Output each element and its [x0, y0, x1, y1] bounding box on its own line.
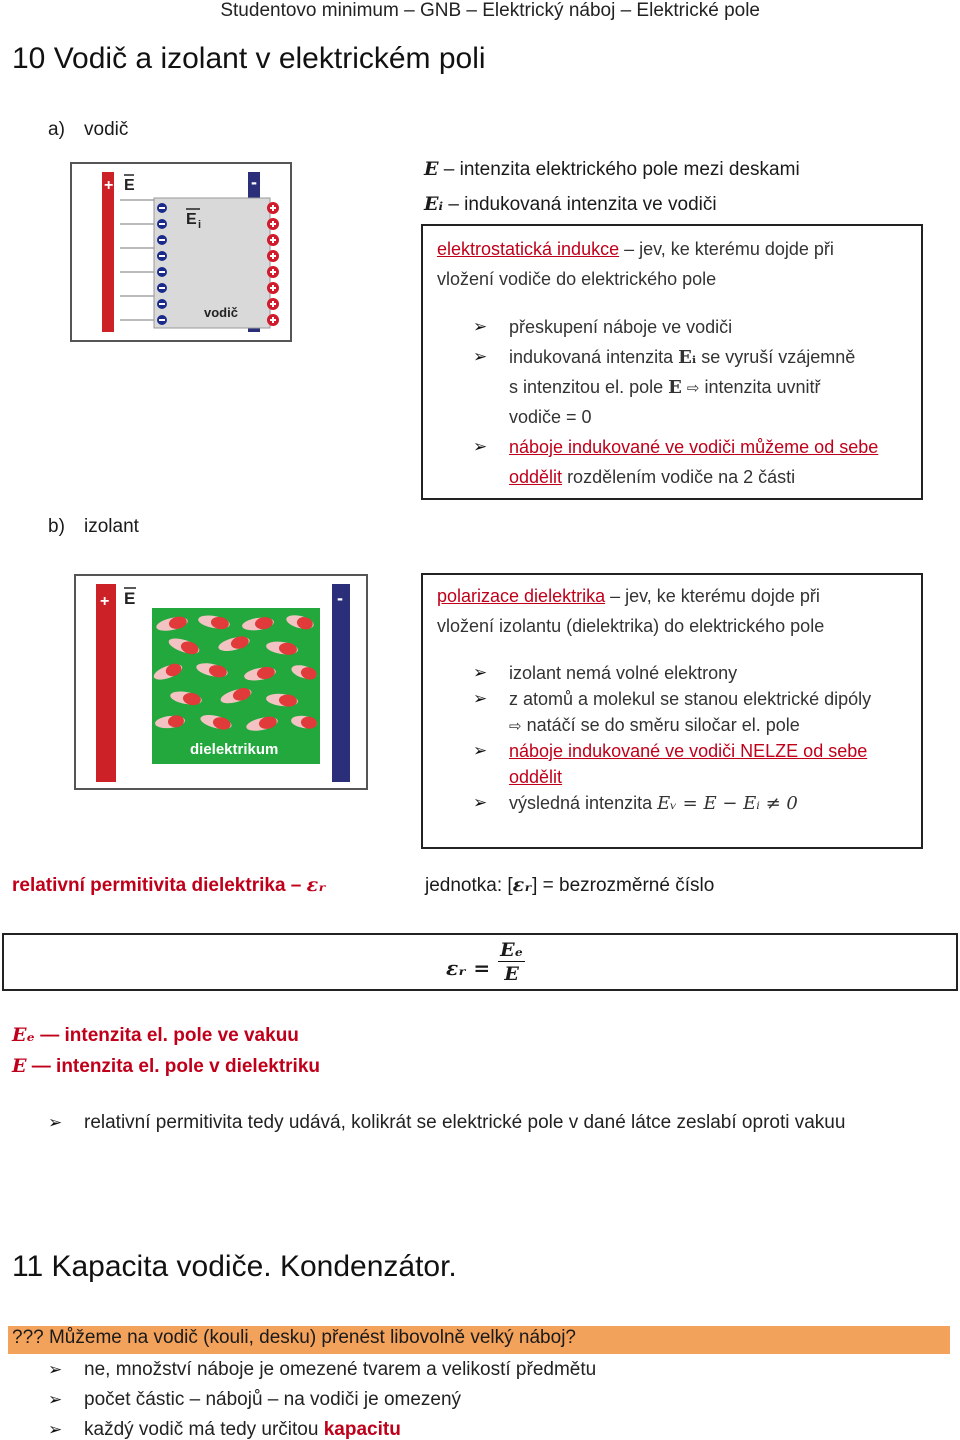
unit-symbol: εᵣ: [512, 874, 533, 896]
permittivity-note: ➢ relativní permitivita tedy udává, kolikrát se elektrické pole v dané látce zeslabí oproti vakuu: [48, 1108, 960, 1138]
def-vacuum: Eₑ — intenzita el. pole ve vakuu: [12, 1024, 299, 1046]
bullet-2-text-a: indukovaná intenzita: [509, 347, 674, 367]
unit-text-a: jednotka: [: [425, 875, 513, 896]
legend-item-ei: [424, 187, 800, 222]
e-symbol: E: [424, 158, 439, 180]
capacity-bullet-2: ➢ počet částic – nábojů – na vodiči je omezený: [48, 1385, 596, 1415]
section-title-10: 10 Vodič a izolant v elektrickém poli: [12, 42, 486, 75]
e-label: E: [124, 177, 135, 194]
conductor-bullet-2-cont: [509, 372, 821, 403]
insulator-bullet-3-cont: [509, 764, 562, 790]
negative-plate: [332, 584, 350, 782]
question-text: ??? Můžeme na vodič (kouli, desku) přenést libovolně velký náboj?: [12, 1327, 576, 1348]
bullet-3-red-1: náboje indukované ve vodiči můžeme od sebe: [509, 437, 879, 457]
def-dielectric: E — intenzita el. pole v dielektriku: [12, 1055, 321, 1077]
capacity-bullet-3-text: každý vodič má tedy určitou: [84, 1419, 319, 1440]
insulator-bullet-3: [473, 738, 867, 764]
e-label: E: [124, 589, 136, 608]
positive-plate: [102, 172, 114, 332]
capacity-bullet-3: [48, 1415, 596, 1440]
conductor-body-label: vodič: [204, 305, 238, 320]
insulator-figure: [74, 574, 368, 790]
implies-arrow-icon: ⇨: [686, 379, 700, 397]
insulator-diagram: [76, 576, 366, 788]
implies-arrow-icon: ⇨: [509, 717, 522, 735]
capacity-term: kapacitu: [323, 1419, 401, 1440]
minus-sign: -: [337, 588, 343, 608]
positive-plate: [96, 584, 116, 782]
polarization-def-1: – jev, ke kterému dojde při: [610, 586, 820, 606]
formula-fraction: [498, 939, 525, 986]
formula-denominator: E: [504, 963, 519, 985]
conductor-bullet-2-end: vodiče = 0: [509, 407, 592, 427]
bullet-3-rest: rozdělením vodiče na 2 části: [567, 467, 796, 487]
bullet-2-text-d: intenzita uvnitř: [704, 377, 821, 397]
def-vacuum-text: intenzita el. pole ve vakuu: [64, 1025, 299, 1046]
plus-sign: +: [104, 177, 114, 194]
permittivity-formula: [446, 939, 525, 986]
bullet-2-cont-text: natáčí se do směru siločar el. pole: [526, 715, 800, 735]
e-symbol-inline: E: [668, 377, 682, 398]
insulator-bullet-1: ➢ izolant nemá volné elektrony: [473, 660, 737, 686]
def-dielectric-symbol: E: [12, 1055, 27, 1077]
plus-sign: +: [100, 593, 110, 610]
conductor-legend: [424, 152, 800, 222]
insulator-bullet-3-red-1: náboje indukované ve vodiči NELZE od sebe: [509, 741, 868, 761]
ei-label: E: [186, 211, 197, 228]
insulator-bullet-4: [473, 790, 798, 817]
item-text-izolant: izolant: [84, 516, 139, 537]
formula-numerator: Eₑ: [500, 939, 524, 961]
permittivity-label-text: relativní permitivita dielektrika –: [12, 875, 302, 896]
insulator-bullet-3-red-2: oddělit: [509, 767, 563, 787]
permittivity-unit: [425, 874, 714, 897]
item-text-vodic: vodič: [84, 119, 129, 140]
bullet-3-red-2: oddělit: [509, 467, 563, 487]
permittivity-label: [12, 874, 326, 897]
induction-def-2: vložení vodiče do elektrického pole: [437, 269, 717, 289]
insulator-bullet-2: ➢ z atomů a molekul se stanou elektrické dipóly: [473, 686, 871, 712]
conductor-diagram: [72, 164, 290, 340]
insulator-info-box: [421, 573, 923, 849]
permittivity-symbol: εᵣ: [306, 874, 327, 896]
formula-box: [2, 933, 958, 991]
conductor-bullet-2: [473, 342, 855, 373]
unit-text-b: ] = bezrozměrné číslo: [532, 875, 715, 896]
conductor-bullet-1: ➢ přeskupení náboje ve vodiči: [473, 312, 732, 342]
polarization-definition: [437, 581, 820, 611]
induction-def-1: – jev, ke kterému dojde při: [624, 239, 834, 259]
section-title-11: 11 Kapacita vodiče. Kondenzátor.: [12, 1250, 457, 1283]
running-header: Studentovo minimum – GNB – Elektrický náboj – Elektrické pole: [220, 0, 760, 21]
question-highlight: [8, 1326, 950, 1354]
intensity-definitions: [12, 1020, 320, 1082]
bullet-2-text-c: s intenzitou el. pole: [509, 377, 664, 397]
resulting-intensity-formula: Eᵥ = E − Eᵢ ≠ 0: [657, 793, 798, 814]
ei-symbol-inline: Eᵢ: [678, 347, 697, 368]
ei-symbol: Eᵢ: [424, 193, 444, 215]
def-dielectric-text: intenzita el. pole v dielektriku: [56, 1056, 321, 1077]
minus-sign: -: [251, 172, 257, 192]
bullet-2-text-b: se vyruší vzájemně: [701, 347, 856, 367]
def-vacuum-symbol: Eₑ: [12, 1024, 35, 1046]
item-label-b: b): [48, 516, 65, 537]
conductor-figure: [70, 162, 292, 342]
polarization-term: polarizace dielektrika: [437, 586, 606, 606]
conductor-info-box: [421, 224, 923, 500]
insulator-bullet-2-cont: [509, 712, 800, 739]
capacity-bullets: [48, 1355, 596, 1440]
formula-lhs: εᵣ =: [446, 955, 491, 980]
resulting-intensity-text: výsledná intenzita: [509, 793, 653, 813]
legend-text-ei: – indukovaná intenzita ve vodiči: [448, 194, 717, 215]
polarization-def-2: vložení izolantu (dielektrika) do elektrického pole: [437, 616, 825, 636]
conductor-bullet-3: [473, 432, 878, 462]
ei-sub: i: [198, 219, 202, 231]
item-label-a: a): [48, 119, 65, 140]
legend-item-e: [424, 152, 800, 187]
capacity-bullet-1: ➢ ne, množství náboje je omezené tvarem a velikostí předmětu: [48, 1355, 596, 1385]
induction-definition: [437, 234, 834, 264]
legend-text-e: – intenzita elektrického pole mezi deskami: [443, 159, 800, 180]
induction-term: elektrostatická indukce: [437, 239, 620, 259]
dielectric-body-label: dielektrikum: [190, 741, 279, 758]
conductor-bullet-3-cont: [509, 462, 795, 492]
